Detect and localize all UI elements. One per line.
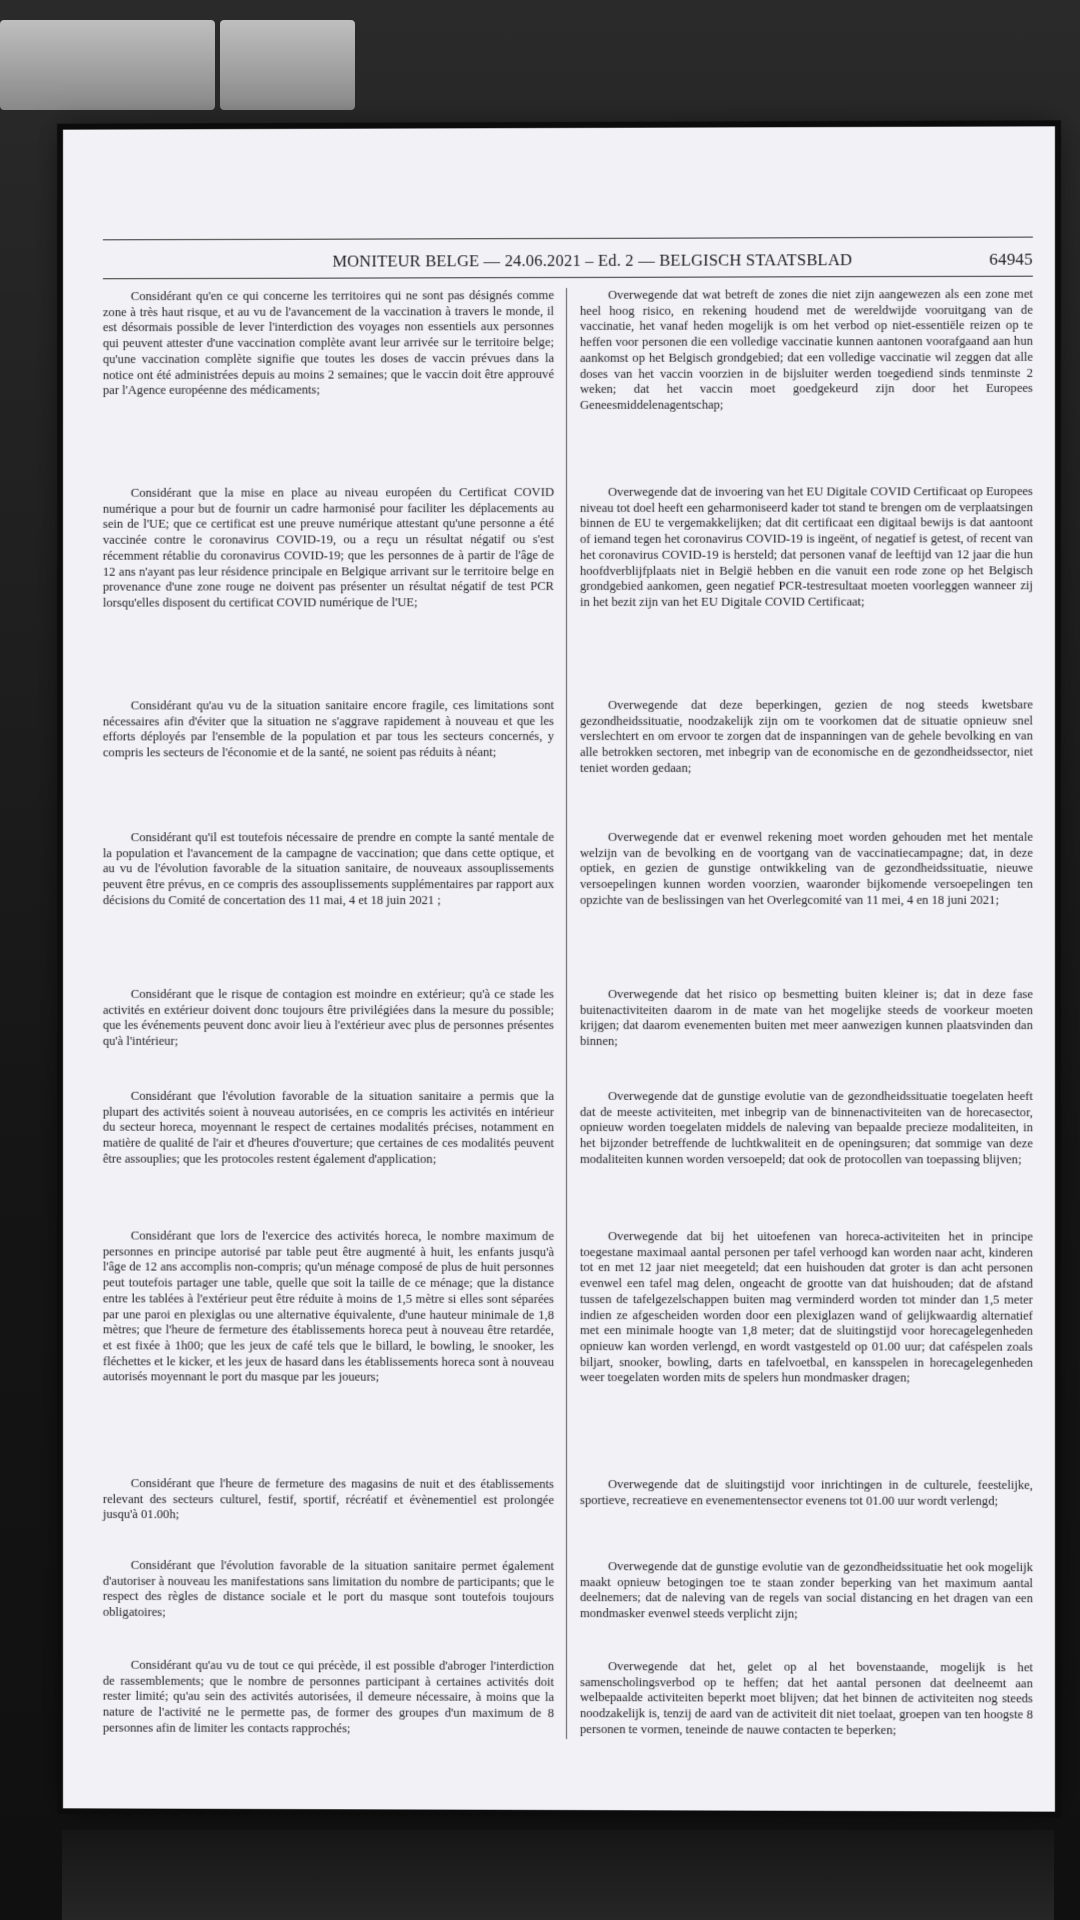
french-column — [103, 288, 567, 1739]
paragraph-nl: Overwegende dat het risico op besmetting buiten kleiner is; dat in deze fase buitenactiviteiten daarom in de mate van het mogelijke steeds de voorkeur moeten krijgen; dat daarom evenementen buiten met meer aanwezigen kunnen plaatsvinden dan binnen; — [580, 987, 1033, 1049]
page-number: 64945 — [989, 249, 1033, 269]
ceiling-light — [0, 20, 215, 110]
paragraph-nl: Overwegende dat de gunstige evolutie van de gezondheidssituatie toegelaten heeft dat de meeste activiteiten, met inbegrip van de binnenactiviteiten van de horecasector, opnieuw worden toegelaten middels de naleving van bepaalde precieze modaliteiten, in het bijzonder betreffende de luchtkwaliteit en de openingsuren; dat sommige van deze modaliteiten kunnen worden versoepeld; dat ook de protocollen van toepassing blijven; — [580, 1089, 1033, 1167]
paragraph-nl: Overwegende dat de gunstige evolutie van de gezondheidssituatie het ook mogelijk maakt opnieuw betogingen toe te staan zonder beperking van het maximum aantal deelnemers; dat de naleving van de regels van social distancing en het dragen van een mondmasker evenwel steeds verplicht zijn; — [580, 1559, 1033, 1621]
masthead — [103, 250, 1033, 280]
paragraph-fr: Considérant que l'évolution favorable de la situation sanitaire permet également d'autoriser à nouveau les manifestations sans limitation du nombre de participants; que le respect des règles de distance sociale et le port du masque sont toutefois toujours obligatoires; — [102, 1557, 555, 1620]
paragraph-fr: Considérant qu'au vu de tout ce qui précède, il est possible d'abroger l'interdiction de rassemblements; que le nombre de personnes participant à certaines activités doit rester limité; qu'au sein des activités autorisées, il demeure nécessaire, à moins que la nature de l'activité ne le permette pas, de former des groupes d'un maximum de 8 personnes afin de limiter les contacts rapprochés; — [102, 1657, 555, 1736]
paragraph-fr: Considérant qu'au vu de la situation sanitaire encore fragile, ces limitations sont nécessaires afin d'éviter que la situation ne s'aggrave rapidement à nouveau et que les efforts déployés par l'ensemble de la population et par tous les secteurs concernés, y compris les secteurs de l'économie et de la santé, ne soient pas réduits à néant; — [102, 698, 555, 760]
paragraph-nl: Overwegende dat bij het uitoefenen van horeca-activiteiten het in principe toegestane maximaal aantal personen per tafel verhoogd kan worden naar acht, kinderen tot en met 12 jaar niet meegeteld; dat een huishouden dat groter is dan acht personen evenwel een tafel mag delen, ongeacht de grootte van dat huishouden; dat de afstand tussen de tafelgezelschappen buiten mag verminderd worden tot minder dan 1,5 meter indien ze afgescheiden worden door een plexiglazen wand of gelijkwaardig alternatief met een minimale hoogte van 1,8 meter; dat de sluitingstijd voor horecagelegenheden opnieuw kan worden verlengd, en wordt vastgesteld op 01.00 uur; dat caféspelen zoals biljart, snooker, bowling, darts en tafelvoetbal, en kansspelen in horecagelegenheden weer toegelaten worden mits de spelers hun mondmasker dragen; — [580, 1229, 1033, 1385]
paragraph-fr: Considérant que le risque de contagion est moindre en extérieur; qu'à ce stade les activités en extérieur doivent donc toujours être privilégiées dans la mesure du possible; que les événements peuvent donc avoir lieu à l'extérieur avec plus de personnes présentes qu'à l'intérieur; — [102, 986, 555, 1048]
paragraph-fr: Considérant que lors de l'exercice des activités horeca, le nombre maximum de personnes en principe autorisé par table peut être augmenté à huit, les enfants jusqu'à l'âge de 12 ans accomplis non-compris; qu'un ménage composé de plus de huit personnes peut toutefois partager une table, quelle que soit la taille de ce ménage; que la distance entre les tablées à l'extérieur peut être réduite à moins de 1,5 mètre si elles sont séparées par une paroi en plexiglas ou une alternative équivalente, d'une hauteur minimale de 1,8 mètres; que l'heure de fermeture des établissements horeca peut à nouveau être retardée, et est fixée à 1h00; que les jeux de café tels que le billard, le bowling, le snooker, les fléchettes et le kicker, et les jeux de hasard dans les établissements horeca sont à nouveau autorisés moyennant le port du masque par les joueurs; — [102, 1228, 555, 1385]
paragraph-nl: Overwegende dat deze beperkingen, gezien de nog steeds kwetsbare gezondheidssituatie, noodzakelijk zijn om te voorkomen dat de situatie opnieuw snel verslechtert en om ervoor te zorgen dat de inspanningen van de gehele bevolking en van alle betrokken sectoren, met inbegrip van de economische en de gezondheidssector, niet teniet worden gedaan; — [580, 697, 1033, 775]
paragraph-nl: Overwegende dat de sluitingstijd voor inrichtingen in de culturele, feestelijke, sportieve, recreatieve en evenementensector evenens tot 01.00 uur wordt verlengd; — [580, 1477, 1033, 1508]
top-rule — [103, 237, 1033, 241]
paragraph-fr: Considérant que l'heure de fermeture des magasins de nuit et des établissements relevant des secteurs culturel, festif, sportif, récréatif et évènementiel est prolongée jusqu'à 01.00h; — [102, 1476, 555, 1522]
paragraph-fr: Considérant que la mise en place au niveau européen du Certificat COVID numérique a pour but de fournir un cadre harmonisé pour faciliter les déplacements au sein de l'UE; que ce certificat est une preuve numérique attestant qu'une personne a été vaccinée contre le coronavirus COVID-19, ou a reçu un résultat négatif ou s'est récemment rétablie du coronavirus COVID-19; que les personnes de à partir de l'âge de 12 ans n'ayant pas leur résidence principale en Belgique arrivant sur le territoire belge en provenance d'une zone rouge ne doivent pas présenter un résultat négatif de test PCR lorsqu'elles disposent du certificat COVID numérique de l'UE; — [102, 485, 555, 610]
page-title: MONITEUR BELGE — 24.06.2021 – Ed. 2 — BELGISCH STAATSBLAD — [332, 250, 853, 271]
display-screen — [63, 126, 1055, 1811]
paragraph-nl: Overwegende dat er evenwel rekening moet worden gehouden met het mentale welzijn van de bevolking en de voortgang van de vaccinatiecampagne; dat, in deze optiek, en gezien de gunstige ontwikkeling van de gezondheidssituatie, nieuwe versoepelingen kunnen worden voorzien, waaronder bijkomende versoepelingen ten opzichte van de beslissingen van het Overlegcomité van 11 mei, 4 en 18 juni 2021; — [580, 829, 1033, 907]
gazette-page — [103, 237, 1033, 1741]
paragraph-fr: Considérant qu'en ce qui concerne les territoires qui ne sont pas désignés comme zone à très haut risque, et au vu de l'avancement de la vaccination à travers le monde, il est désormais possible de lever l'interdiction des voyages non essentiels aux personnes qui peuvent attester d'une vaccination complète avant leur arrivée sur le territoire belge; qu'une vaccination complète signifie que toutes les doses de vaccin prévues dans la notice ont été administrées depuis au moins 2 semaines; que le vaccin doit être approuvé par l'Agence européenne des médicaments; — [102, 288, 555, 398]
paragraph-nl: Overwegende dat de invoering van het EU Digitale COVID Certificaat op Europees niveau tot doel heeft een geharmoniseerd kader tot stand te brengen om de verplaatsingen binnen de EU te vergemakkelijken; dat dit certificaat een digitaal bewijs is dat aantoont of iemand tegen het coronavirus COVID-19 is ingeënt, of negatief is getest, of recent van het coronavirus COVID-19 is hersteld; dat personen vanaf de leeftijd van 12 jaar die hun hoofdverblijfplaats niet in België hebben en die vanuit een rode zone op het Belgisch grondgebied aankomen, geen negatief PCR-testresultaat moeten voorleggen wanneer zij in het bezit zijn van het EU Digitale COVID Certificaat; — [580, 484, 1033, 609]
paragraph-fr: Considérant qu'il est toutefois nécessaire de prendre en compte la santé mentale de la population et l'avancement de la campagne de vaccination; que dans cette optique, et au vu de l'évolution favorable de la situation sanitaire, de nouveaux assouplissements peuvent être prévus, en ce compris des assouplissements supplémentaires par rapport aux décisions du Comité de concertation des 11 mai, 4 et 18 juin 2021 ; — [102, 830, 555, 907]
text-columns — [103, 287, 1033, 1741]
dutch-column — [567, 287, 1033, 1741]
paragraph-nl: Overwegende dat wat betreft de zones die niet zijn aangewezen als een zone met heel hoog risico, en rekening houdend met de wereldwijde vooruitgang van de vaccinatie, het vanaf heden mogelijk is om het verbod op niet-essentiële reizen op te heffen voor personen die een volledige vaccinatie kunnen aantonen voorafgaand aan hun aankomst op het Belgisch grondgebied; dat een volledige vaccinatie wil zeggen dat alle doses van het vaccin voorzien in de bijsluiter werden toegediend sinds tenminste 2 weken; dat het vaccin moet goedgekeurd zijn door het Europees Geneesmiddelenagentschap; — [580, 286, 1033, 412]
paragraph-nl: Overwegende dat het, gelet op al het bovenstaande, mogelijk is het samenscholingsverbod op te heffen; dat het aantal personen dat deelneemt aan welbepaalde activiteiten beperkt moet blijven; dat het binnen de activiteiten nog steeds noodzakelijk is, tenzij de aard van de activiteit dit niet toelaat, groepen van ten hoogste 8 personen te vormen, teneinde de nauwe contacten te beperken; — [580, 1659, 1033, 1737]
screen-bezel-bottom — [62, 1830, 1054, 1920]
paragraph-fr: Considérant que l'évolution favorable de la situation sanitaire a permis que la plupart des activités soient à nouveau autorisées, en ce compris les activités en intérieur du secteur horeca, moyennant le respect de certaines modalités précises, notamment en matière de qualité de l'air et d'heures d'ouverture; que certaines de ces modalités peuvent être assouplies; que les protocoles restent également d'application; — [102, 1088, 555, 1166]
column-divider — [566, 288, 567, 1739]
ceiling-light — [220, 20, 355, 110]
